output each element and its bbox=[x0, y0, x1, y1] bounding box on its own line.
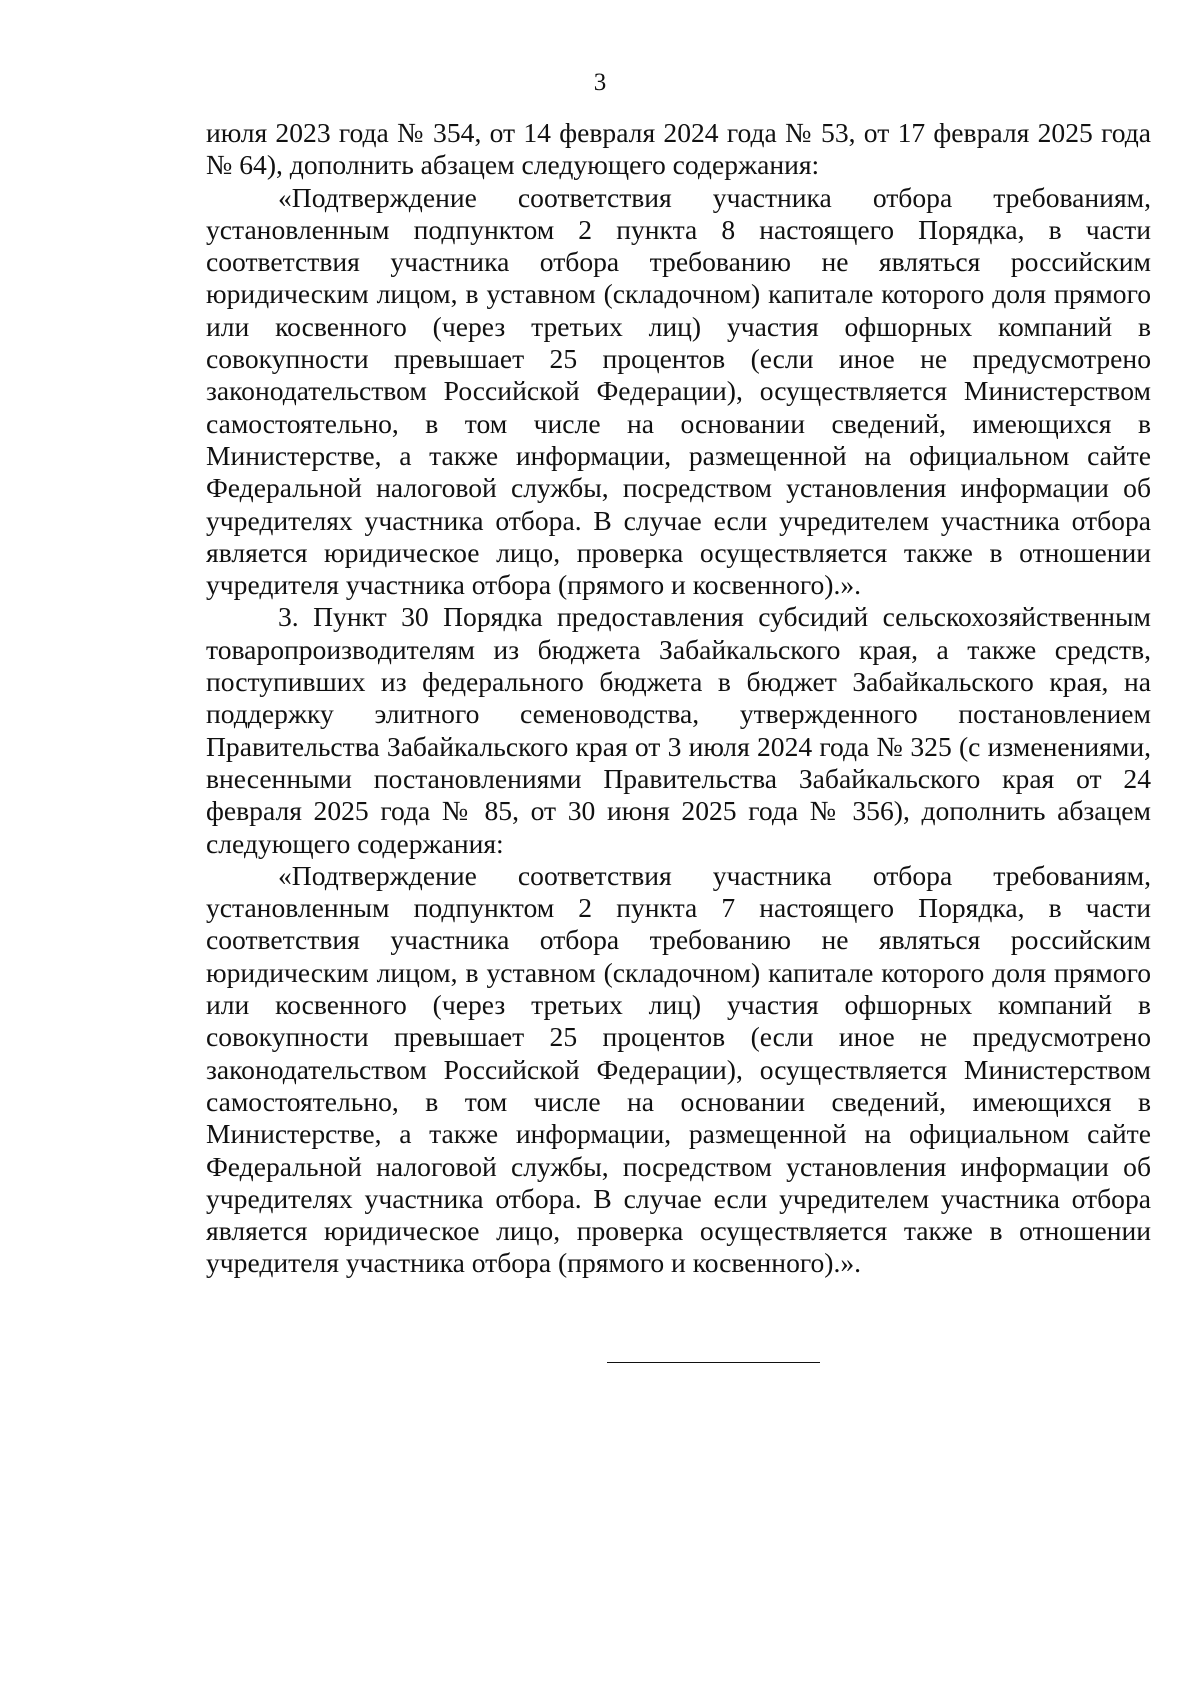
paragraph-quoted-amendment-2: «Подтверждение соответствия участника отбора требованиям, установленным подпунктом 2 пункта 7 настоящего Порядка, в части соответствия участника отбора требованию не являться российским юридическим лицом, в уставном (складочном) капитале которого доля прямого или косвенного (через третьих лиц) участия офшорных компаний в совокупности превышает 25 процентов (если иное не предусмотрено законодательством Российской Федерации), осуществляется Министерством самостоятельно, в том числе на основании сведений, имеющихся в Министерстве, а также информации, размещенной на официальном сайте Федеральной налоговой службы, посредством установления информации об учредителях участника отбора. В случае если учредителем участника отбора является юридическое лицо, проверка осуществляется также в отношении учредителя участника отбора (прямого и косвенного).». bbox=[206, 859, 1151, 1279]
document-body bbox=[206, 117, 1151, 1280]
end-of-document-rule bbox=[607, 1362, 820, 1363]
paragraph-quoted-amendment-1: «Подтверждение соответствия участника отбора требованиям, установленным подпунктом 2 пункта 8 настоящего Порядка, в части соответствия участника отбора требованию не являться российским юридическим лицом, в уставном (складочном) капитале которого доля прямого или косвенного (через третьих лиц) участия офшорных компаний в совокупности превышает 25 процентов (если иное не предусмотрено законодательством Российской Федерации), осуществляется Министерством самостоятельно, в том числе на основании сведений, имеющихся в Министерстве, а также информации, размещенной на официальном сайте Федеральной налоговой службы, посредством установления информации об учредителях участника отбора. В случае если учредителем участника отбора является юридическое лицо, проверка осуществляется также в отношении учредителя участника отбора (прямого и косвенного).». bbox=[206, 181, 1151, 601]
page-number: 3 bbox=[593, 69, 607, 96]
paragraph-item-3: 3. Пункт 30 Порядка предоставления субсидий сельскохозяйственным товаропроизводителям из бюджета Забайкальского края, а также средств, поступивших из федерального бюджета в бюджет Забайкальского края, на поддержку элитного семеноводства, утвержденного постановлением Правительства Забайкальского края от 3 июля 2024 года № 325 (с изменениями, внесенными постановлениями Правительства Забайкальского края от 24 февраля 2025 года № 85, от 30 июня 2025 года № 356), дополнить абзацем следующего содержания: bbox=[206, 601, 1151, 859]
paragraph-continuation: июля 2023 года № 354, от 14 февраля 2024 года № 53, от 17 февраля 2025 года № 64), дополнить абзацем следующего содержания: bbox=[206, 117, 1151, 181]
